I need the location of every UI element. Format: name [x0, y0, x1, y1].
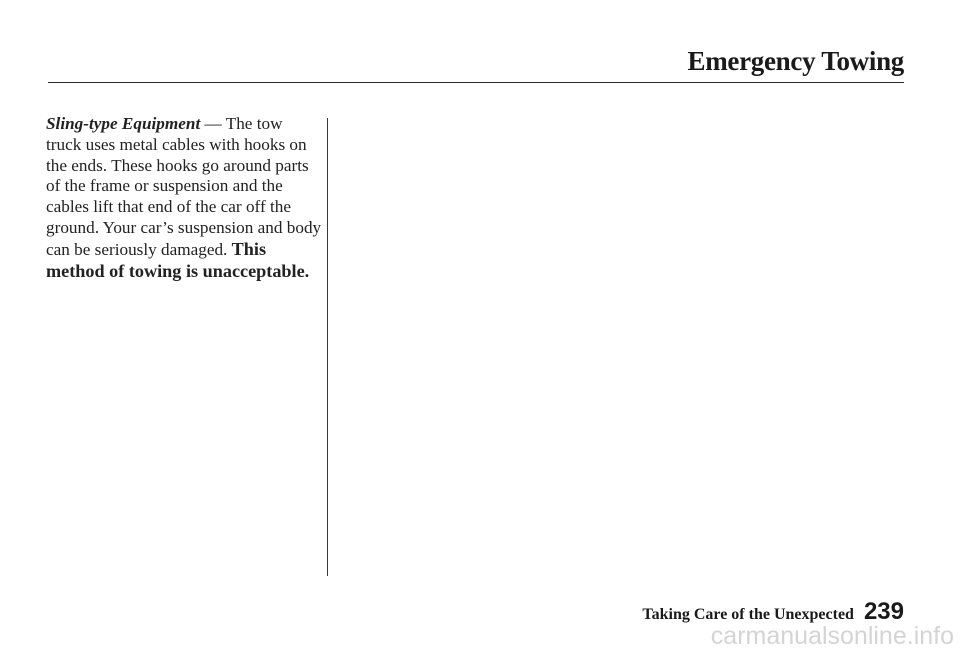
page-title: Emergency Towing	[687, 46, 904, 76]
column-divider	[327, 118, 328, 576]
body-paragraph	[46, 114, 322, 282]
header-rule	[48, 82, 904, 83]
footer-section-title: Taking Care of the Unexpected	[642, 606, 854, 623]
watermark: carmanualsonline.info	[710, 622, 954, 650]
paragraph-text: The tow truck uses metal cables with hooks on the ends. These hooks go around parts of the frame or suspension and the cables lift that end of the car off the ground. Your car’s suspension and body can be seriously damaged.	[46, 114, 322, 259]
term-heading: Sling-type Equipment	[46, 114, 201, 133]
warning-emphasis: This method of towing is unacceptable.	[46, 238, 310, 281]
term-dash: —	[200, 114, 226, 133]
page-number: 239	[863, 598, 904, 625]
